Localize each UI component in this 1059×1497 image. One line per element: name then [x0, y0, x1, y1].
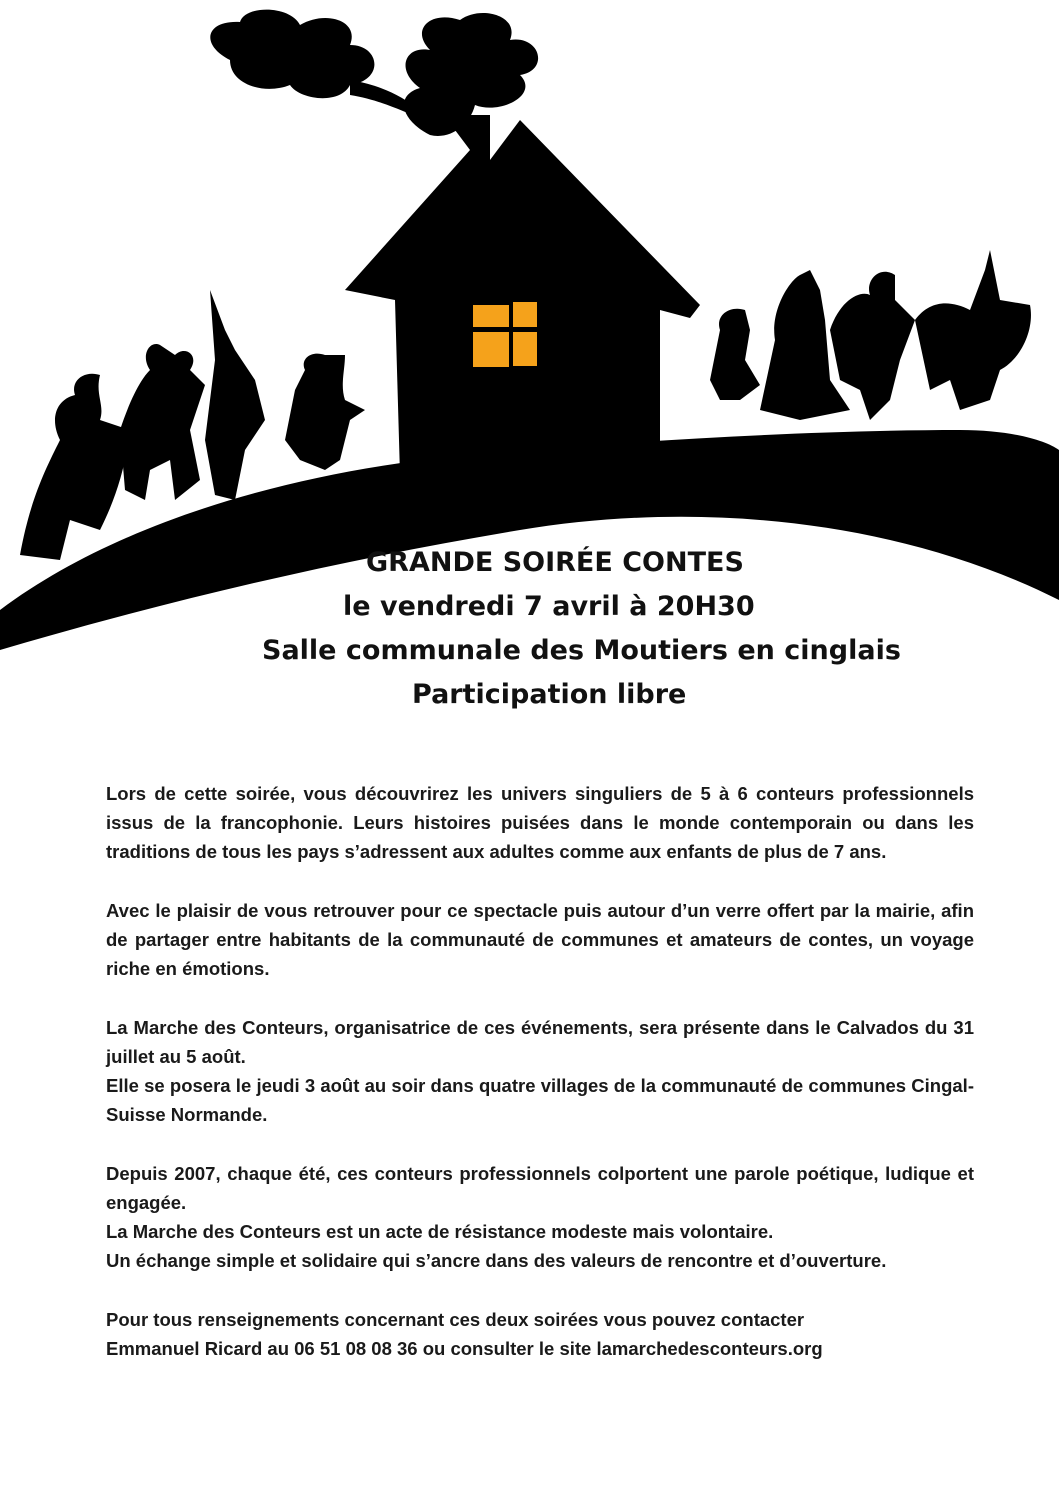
contact-line-a: Pour tous renseignements concernant ces deux soirées vous pouvez contacter — [106, 1308, 805, 1330]
right-dancers-silhouette — [710, 250, 1031, 420]
event-venue: Salle communale des Moutiers en cinglais — [262, 635, 901, 666]
event-price: Participation libre — [412, 679, 687, 710]
paragraph-history-line-c: Un échange simple et solidaire qui s’ancre dans des valeurs de rencontre et d’ouverture. — [106, 1250, 887, 1272]
paragraph-intro: Lors de cette soirée, vous découvrirez les univers singuliers de 5 à 6 conteurs professionnels issus de la francophonie. Leurs histoires puisées dans le monde contemporain ou dans les traditions de tous les pays s’adressent aux adultes comme aux enfants de plus de 7 ans. — [106, 783, 974, 863]
paragraph-marche-line-a: La Marche des Conteurs, organisatrice de ces événements, sera présente dans le Calvados du 31 juillet au 5 août. — [106, 1016, 974, 1067]
paragraph-welcome: Avec le plaisir de vous retrouver pour ce spectacle puis autour d’un verre offert par la mairie, afin de partager entre habitants de la communauté de communes et amateurs de contes, un voyage riche en émotions. — [106, 899, 974, 980]
paragraph-marche — [106, 1013, 974, 1130]
event-date: le vendredi 7 avril à 20H30 — [343, 591, 755, 622]
contact-line-b: Emmanuel Ricard au 06 51 08 08 36 ou consulter le site lamarchedesconteurs.org — [106, 1337, 823, 1359]
paragraph-contact — [106, 1305, 974, 1363]
paragraph-history-line-a: Depuis 2007, chaque été, ces conteurs professionnels colportent une parole poétique, ludique et engagée. — [106, 1162, 974, 1213]
smoke-cloud-silhouette — [210, 10, 374, 99]
body-text — [106, 779, 974, 1392]
paragraph-history — [106, 1159, 974, 1276]
house-window — [473, 302, 537, 367]
paragraph-history-line-b: La Marche des Conteurs est un acte de résistance modeste mais volontaire. — [106, 1221, 774, 1242]
house-silhouette — [345, 115, 700, 475]
paragraph-marche-line-b: Elle se posera le jeudi 3 août au soir dans quatre villages de la communauté de communes Cingal-Suisse Normande. — [106, 1075, 974, 1126]
event-title: GRANDE SOIRÉE CONTES — [366, 547, 744, 578]
